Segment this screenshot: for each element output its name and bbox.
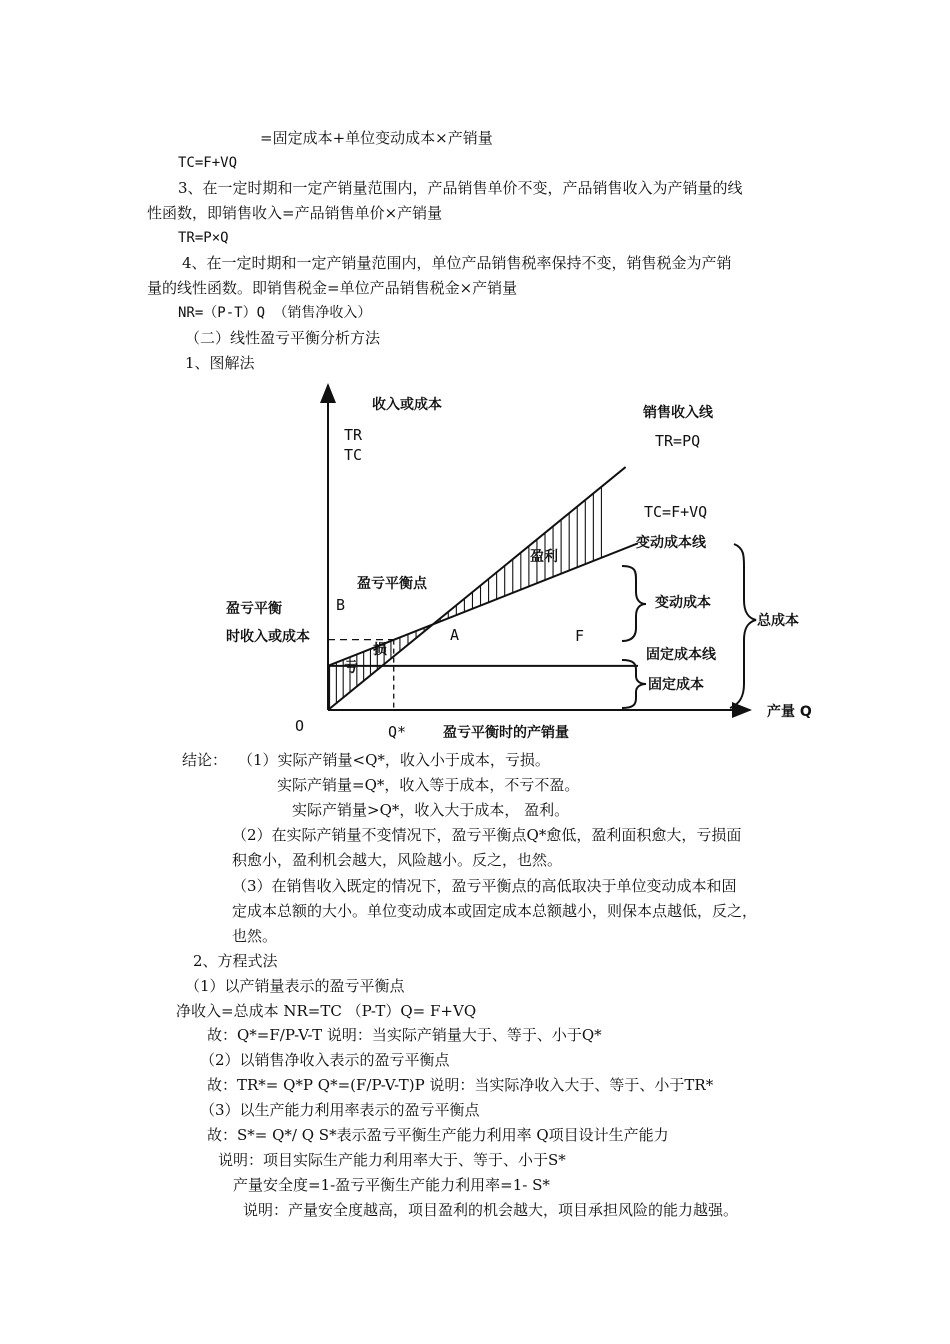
paragraph-4-line-2: 量的线性函数。即销售税金=单位产品销售税金×产销量 [147,279,518,297]
sales-line-label: 销售收入线 [643,405,713,421]
brace-fixed-cost [622,660,646,708]
tc-formula: TC=F+VQ [178,155,238,171]
conclusion-3a: （3）在销售收入既定的情况下，盈亏平衡点的高低取决于单位变动成本和固 [232,877,737,895]
point-b-label: B [336,596,346,614]
y-title: 收入或成本 [372,397,442,413]
y-tr-label: TR [344,426,363,444]
nr-formula: NR=（P-T）Q （销售净收入） [178,305,372,321]
method-1-title: 1、图解法 [185,354,255,372]
method-2-section-3-note: 说明：项目实际生产能力利用率大于、等于、小于S* [218,1151,566,1169]
y-tc-label: TC [344,446,363,464]
variable-cost-line-label: 变动成本线 [636,535,706,551]
method-2-section-3-result: 故：S*= Q*/ Q S*表示盈亏平衡生产能力利用率 Q项目设计生产能力 [207,1126,669,1144]
total-cost-label: 总成本 [757,613,799,629]
origin-label: O [295,717,305,735]
conclusion-2b: 积愈小，盈利机会越大，风险越小。反之，也然。 [232,851,563,869]
tr-equation: TR=PQ [655,432,701,450]
section-heading-2: （二）线性盈亏平衡分析方法 [185,329,381,347]
x-note-label: 盈亏平衡时的产销量 [443,725,569,741]
conclusion-3c: 也然。 [232,927,278,945]
conclusion-label: 结论： [182,751,228,769]
conclusion-2a: （2）在实际产销量不变情况下，盈亏平衡点Q*愈低，盈利面积愈大，亏损面 [232,826,742,844]
method-2-section-1-equation: 净收入=总成本 NR=TC （P-T）Q= F+VQ [176,1002,477,1020]
tc-equation: TC=F+VQ [644,503,708,521]
qstar-label: Q* [388,723,407,741]
loss-label: 损 [373,642,387,658]
safety-note: 说明：产量安全度越高，项目盈利的机会越大，项目承担风险的能力越强。 [243,1201,739,1219]
point-a-label: A [450,626,460,644]
brace-total-cost [730,544,756,708]
method-2-title: 2、方程式法 [193,952,278,970]
brace-variable-cost [622,566,646,641]
method-2-section-3: （3）以生产能力利用率表示的盈亏平衡点 [200,1101,480,1119]
x-axis-label: 产量 Q [767,704,812,720]
tr-formula: TR=P×Q [178,230,229,246]
conclusion-1a: （1）实际产销量<Q*，收入小于成本，亏损。 [238,751,550,769]
paragraph-4-line-1: 4、在一定时期和一定产销量范围内，单位产品销售税率保持不变，销售税金为产销 [182,254,732,272]
safety-formula: 产量安全度=1-盈亏平衡生产能力利用率=1- S* [233,1176,550,1194]
method-2-section-1: （1）以产销量表示的盈亏平衡点 [185,977,405,995]
left-label-line-1: 盈亏平衡 [226,601,282,617]
paragraph-3-line-1: 3、在一定时期和一定产销量范围内，产品销售单价不变，产品销售收入为产销量的线 [178,179,743,197]
conclusion-1b: 实际产销量=Q*，收入等于成本，不亏不盈。 [277,776,580,794]
paragraph-3-line-2: 性函数，即销售收入=产品销售单价×产销量 [147,204,443,222]
tc-expression: =固定成本+单位变动成本×产销量 [260,129,493,147]
method-2-section-1-result: 故：Q*=F/P-V-T 说明：当实际产销量大于、等于、小于Q* [207,1026,602,1044]
kui-label: 亏 [344,660,358,676]
profit-label: 盈利 [530,549,558,565]
breakeven-point-label: 盈亏平衡点 [357,576,427,592]
left-label-line-2: 时收入或成本 [226,629,310,645]
point-f-label: F [575,627,585,645]
method-2-section-2-result: 故：TR*= Q*P Q*=(F/P-V-T)P 说明：当实际净收入大于、等于、小于TR* [207,1076,714,1094]
fixed-cost-line-label: 固定成本线 [646,647,716,663]
fixed-cost-label: 固定成本 [648,677,704,693]
variable-cost-label: 变动成本 [655,595,711,611]
method-2-section-2: （2）以销售净收入表示的盈亏平衡点 [200,1051,450,1069]
conclusion-1c: 实际产销量>Q*，收入大于成本， 盈利。 [292,801,570,819]
conclusion-3b: 定成本总额的大小。单位变动成本或固定成本总额越小，则保本点越低，反之， [232,902,758,920]
